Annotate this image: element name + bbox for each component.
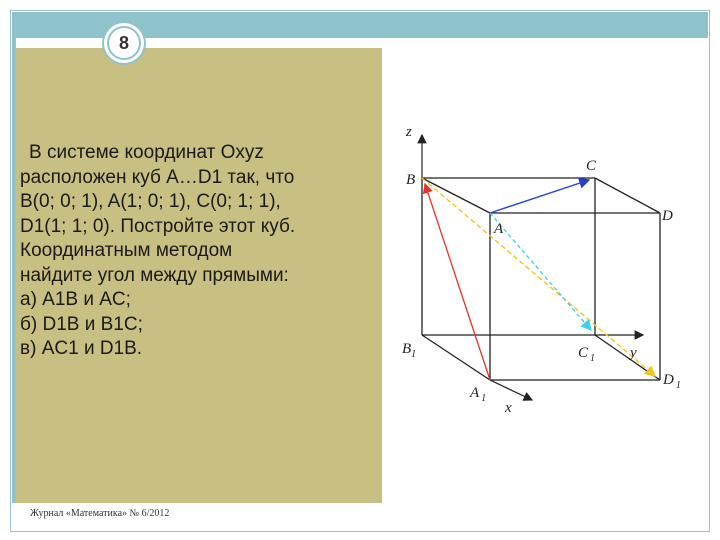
problem-line-8: б) D1B и B1C; <box>20 313 143 335</box>
problem-line-1 <box>20 141 380 166</box>
edge-B1-A1 <box>422 335 490 380</box>
label-x: x <box>505 400 512 416</box>
problem-line-6: найдите угол между прямыми: <box>20 264 289 286</box>
vector-AC1-cyan <box>490 213 591 330</box>
problem-line-9: в) AC1 и D1B. <box>20 338 143 359</box>
problem-text <box>20 141 380 362</box>
label-y: y <box>630 345 637 361</box>
label-C1: C $_1$ <box>578 345 596 364</box>
vector-BD1-yellow <box>422 178 655 376</box>
slide-number: 8 <box>107 26 141 60</box>
problem-line-7: а) A1B и AC; <box>20 289 131 310</box>
problem-line-3: B(0; 0; 1), A(1; 0; 1), C(0; 1; 1), <box>20 191 281 212</box>
edge-C-D <box>595 178 660 213</box>
problem-line-4: D1(1; 1; 0). Постройте этот куб. <box>20 215 296 237</box>
problem-line-5: Координатным методом <box>20 240 233 261</box>
slide-number-badge <box>102 21 146 65</box>
label-A: A <box>494 221 504 237</box>
label-B: B <box>406 172 416 188</box>
label-D1: D $_1$ <box>663 372 681 391</box>
label-z: z <box>406 124 412 140</box>
cube-diagram <box>390 110 700 420</box>
edge-C1-D1 <box>595 335 660 380</box>
x-axis <box>490 380 532 400</box>
problem-line-2: расположен куб A…D1 так, что <box>20 166 295 188</box>
label-B1: $B_1$ <box>402 341 417 360</box>
vector-AC-blue <box>490 180 589 213</box>
label-C: C <box>586 158 597 174</box>
source-caption: Журнал «Математика» № 6/2012 <box>30 508 170 519</box>
vector-A1B-red <box>425 184 490 380</box>
label-A1: A $_1$ <box>470 385 487 404</box>
problem-line-1-text: В системе координат Oxyz <box>29 142 264 163</box>
label-D: D <box>662 208 673 224</box>
